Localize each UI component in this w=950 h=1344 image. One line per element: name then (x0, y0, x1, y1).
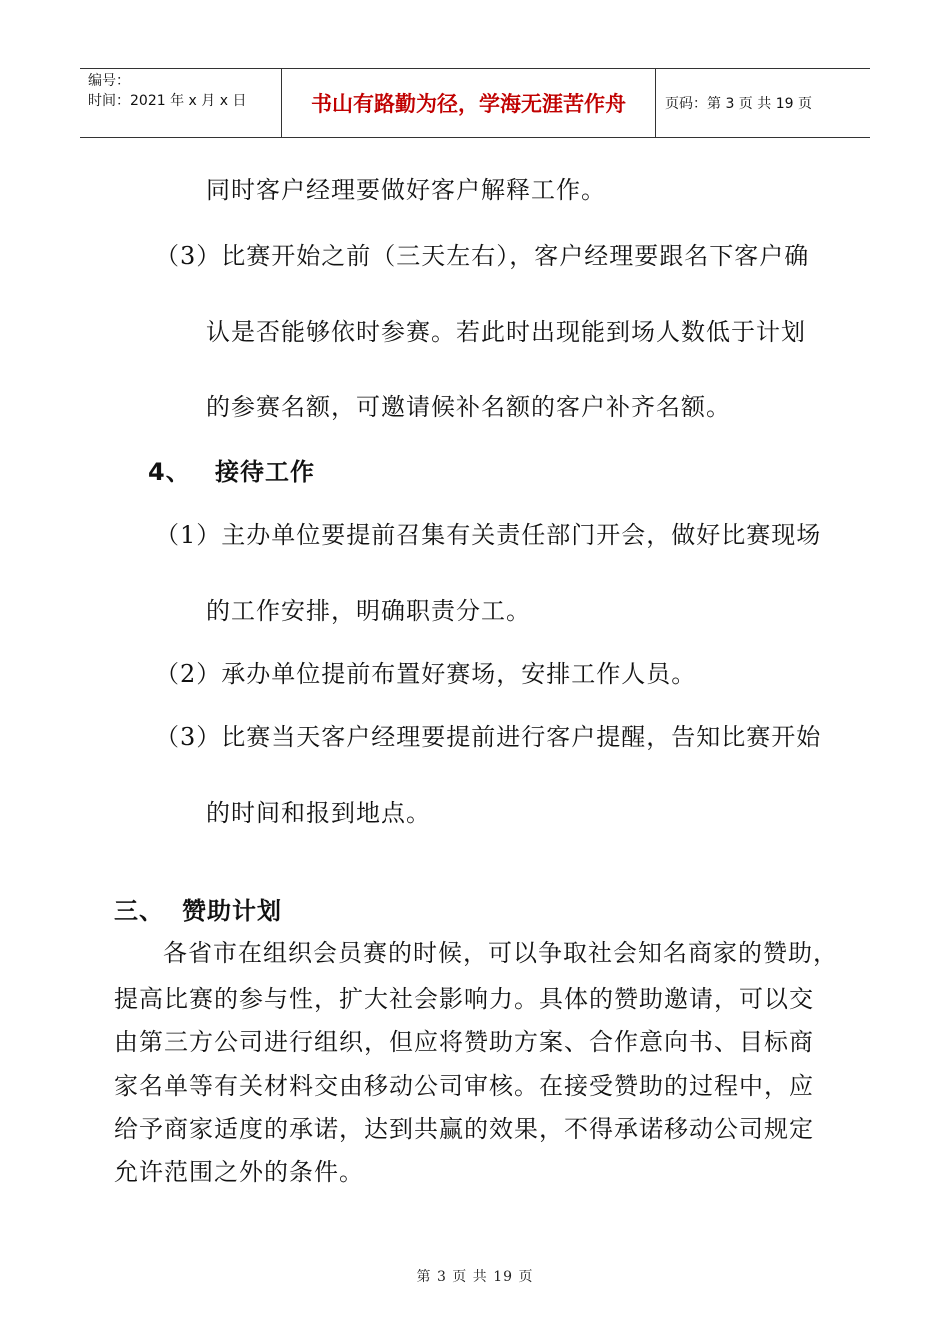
body-line: 的工作安排，明确职责分工。 (206, 597, 531, 625)
list-item-3: （3）比赛开始之前（三天左右），客户经理要跟名下客户确 (155, 242, 810, 270)
list-item-3: （3）比赛当天客户经理要提前进行客户提醒，告知比赛开始 (155, 723, 822, 751)
paragraph-line: 家名单等有关材料交由移动公司审核。在接受赞助的过程中，应 (114, 1072, 814, 1100)
paragraph-line: 各省市在组织会员赛的时候，可以争取社会知名商家的赞助， (163, 939, 838, 967)
body-line: 同时客户经理要做好客户解释工作。 (206, 176, 606, 204)
paragraph-line: 由第三方公司进行组织，但应将赞助方案、合作意向书、目标商 (114, 1028, 814, 1056)
section-heading: 接待工作 (215, 458, 315, 486)
section-number: 4、 (148, 458, 191, 486)
header-page-info: 页码：第 3 页 共 19 页 (665, 96, 812, 112)
header-motto: 书山有路勤为径，学海无涯苦作舟 (281, 69, 656, 137)
body-line: 的参赛名额，可邀请候补名额的客户补齐名额。 (206, 393, 731, 421)
body-line: 的时间和报到地点。 (206, 799, 431, 827)
list-item-2: （2）承办单位提前布置好赛场，安排工作人员。 (155, 660, 697, 688)
document-number-label: 编号： (88, 73, 130, 89)
list-item-1: （1）主办单位要提前召集有关责任部门开会，做好比赛现场 (155, 521, 822, 549)
chapter-number: 三、 (114, 897, 164, 925)
paragraph-line: 提高比赛的参与性，扩大社会影响力。具体的赞助邀请，可以交 (114, 985, 814, 1013)
page-header (80, 68, 870, 138)
paragraph-line: 给予商家适度的承诺，达到共赢的效果，不得承诺移动公司规定 (114, 1115, 814, 1143)
header-meta (80, 69, 280, 137)
document-date: 时间：2021 年 x 月 x 日 (88, 93, 247, 109)
page-footer: 第 3 页 共 19 页 (416, 1269, 534, 1285)
paragraph-line: 允许范围之外的条件。 (114, 1158, 364, 1186)
body-line: 认是否能够依时参赛。若此时出现能到场人数低于计划 (206, 318, 806, 346)
chapter-heading: 赞助计划 (182, 897, 282, 925)
